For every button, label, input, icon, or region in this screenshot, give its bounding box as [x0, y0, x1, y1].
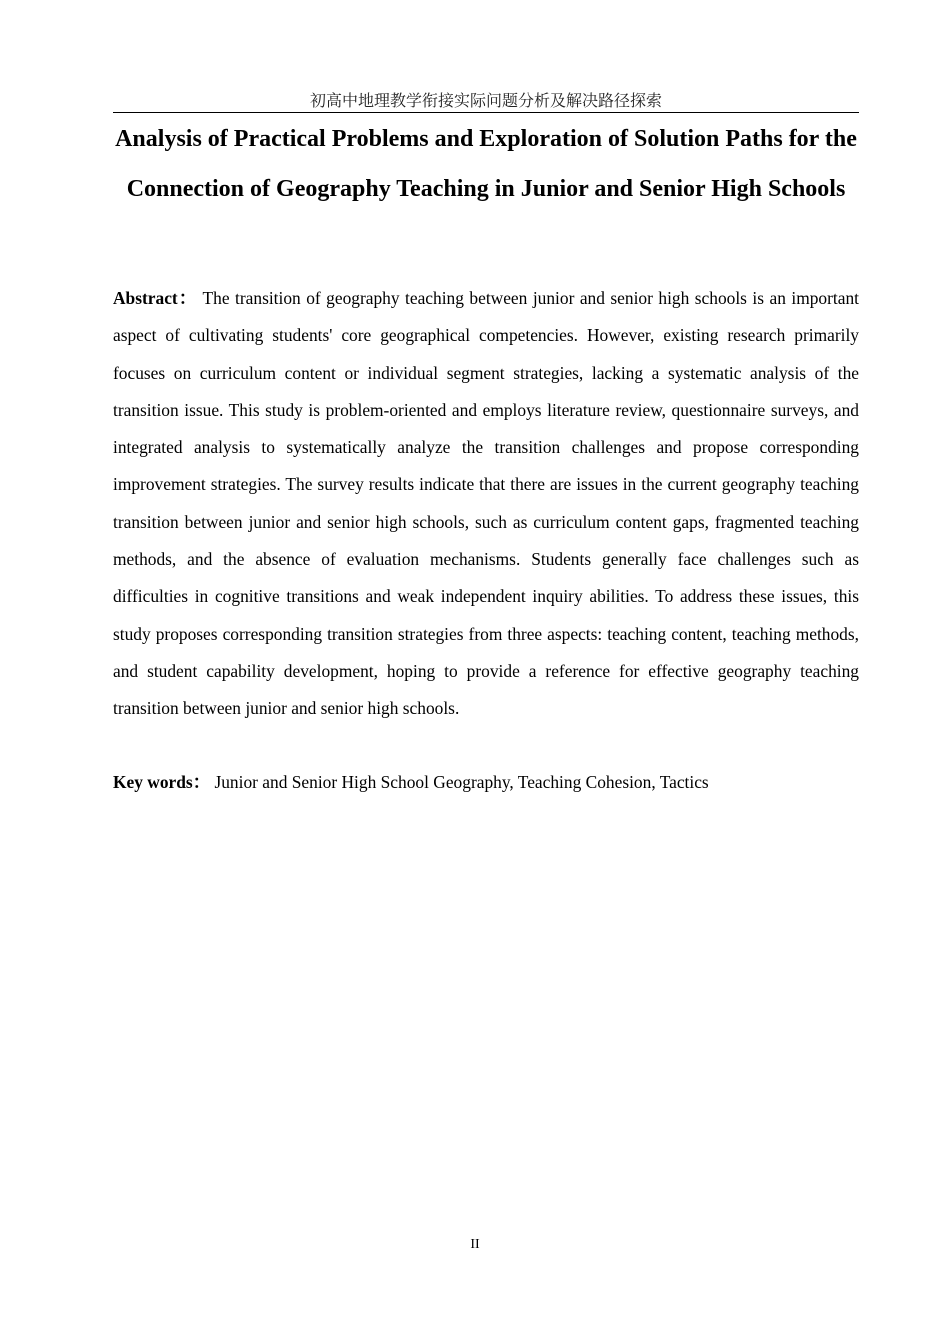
keywords-text: Junior and Senior High School Geography, Teaching Cohesion, Tactics	[214, 772, 709, 792]
keywords-line	[113, 764, 859, 801]
abstract-paragraph	[113, 280, 859, 728]
abstract-text: The transition of geography teaching between junior and senior high schools is an important aspect of cultivating students' core geographical competencies. However, existing research primarily focuses on curriculum content or individual segment strategies, lacking a systematic analysis of the transition issue. This study is problem-oriented and employs literature review, questionnaire surveys, and integrated analysis to systematically analyze the transition challenges and propose corresponding improvement strategies. The survey results indicate that there are issues in the current geography teaching transition between junior and senior high schools, such as curriculum content gaps, fragmented teaching methods, and the absence of evaluation mechanisms. Students generally face challenges such as difficulties in cognitive transitions and weak independent inquiry abilities. To address these issues, this study proposes corresponding transition strategies from three aspects: teaching content, teaching methods, and student capability development, hoping to provide a reference for effective geography teaching transition between junior and senior high schools.	[113, 288, 859, 719]
paper-title: Analysis of Practical Problems and Exploration of Solution Paths for the Connection of Geography Teaching in Junior and Senior High Schools	[115, 126, 857, 202]
abstract-label: Abstract：	[113, 288, 198, 308]
running-header: 初高中地理教学衔接实际问题分析及解决路径探索	[113, 90, 859, 113]
page-number: II	[470, 1237, 480, 1252]
keywords-label: Key words：	[113, 772, 211, 792]
